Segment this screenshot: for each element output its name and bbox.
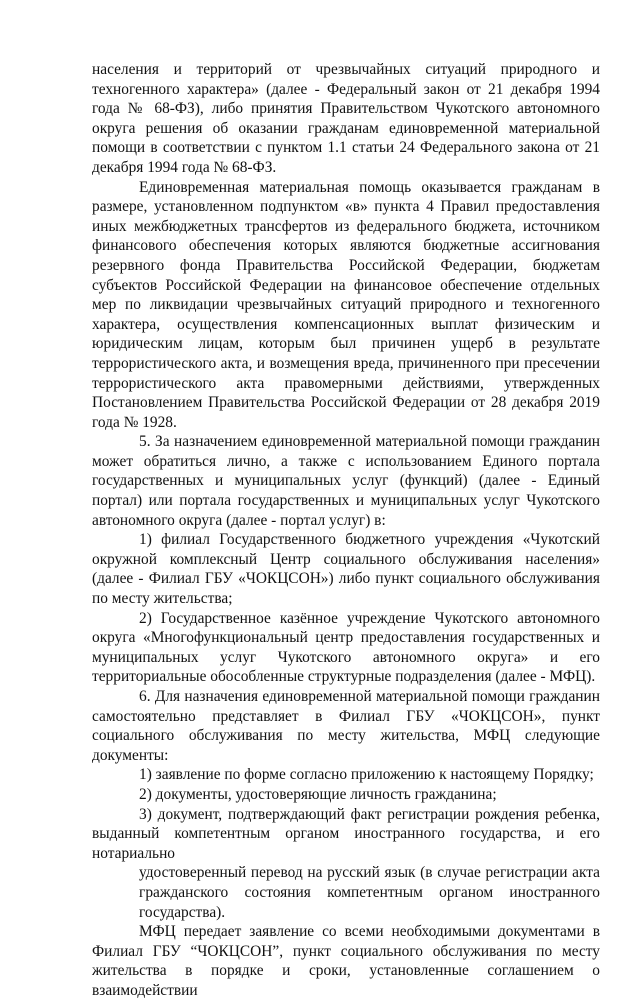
list-item-identity-documents: 2) документы, удостоверяющие личность гражданина; [139,785,497,803]
list-item-application: 1) заявление по форме согласно приложению к настоящему Порядку; [139,766,594,784]
paragraph-material-aid-amount: Единовременная материальная помощь оказывается гражданам в размере, установленном подпунктом «в» пункта 4 Правил предоставления иных межбюджетных трансфертов из федерального бюджета, источником финансового обеспечения которых являются бюджетные ассигнования резервного фонда Правительства Российской Федерации, бюджетам субъектов Российской Федерации на финансовое обеспечение отдельных мер по ликвидации чрезвычайных ситуаций природного и техногенного характера, осуществления компенсационных выплат физическим и юридическим лицам, которым был причинен ущерб в результате террористического акта, и возмещения вреда, причиненного при пресечении террористического акта правомерными действиями, утвержденных Постановлением Правительства Российской Федерации от 28 декабря 2019 года № 1928. [92,178,600,431]
list-item-mfc: 2) Государственное казённое учреждение Чукотского автономного округа «Многофункциональный центр предоставления государственных и муниципальных услуг Чукотского автономного округа» и его территориальные обособленные структурные подразделения (далее - МФЦ). [92,609,600,686]
paragraph-section-6: 6. Для назначения единовременной материальной помощи гражданин самостоятельно представляет в Филиал ГБУ «ЧОКЦСОН», пункт социального обслуживания по месту жительства, МФЦ следующие документы: [92,688,600,764]
paragraph-section-5: 5. За назначением единовременной материальной помощи гражданин может обратиться лично, а также с использованием Единого портала государственных и муниципальных услуг (функций) (далее - Единый портал) или портала государственных и муниципальных услуг Чукотского автономного округа (далее - портал услуг) в: [92,433,600,529]
list-item-branch-gbu: 1) филиал Государственного бюджетного учреждения «Чукотский окружной комплексный Центр социального обслуживания населения» (далее - Филиал ГБУ «ЧОКЦСОН») либо пункт социального обслуживания по месту жительства; [92,531,600,608]
paragraph-mfc-transfer: МФЦ передает заявление со всеми необходимыми документами в Филиал ГБУ “ЧОКЦСОН”, пункт социального обслуживания по месту жительства в порядке и сроки, установленные соглашением о взаимодействии [92,923,600,999]
list-item-birth-registration: 3) документ, подтверждающий факт регистрации рождения ребенка, выданный компетентным органом иностранного государства, и его нотариально [92,805,600,862]
paragraph-continuation: населения и территорий от чрезвычайных ситуаций природного и техногенного характера» (далее - Федеральный закон от 21 декабря 1994 года № 68-ФЗ), либо принятия Правительством Чукотского автономного округа решения об оказании гражданам единовременной материальной помощи в соответствии с пунктом 1.1 статьи 24 Федерального закона от 21 декабря 1994 года № 68-ФЗ. [92,61,600,176]
document-page [92,60,600,1001]
paragraph-notarized-translation: удостоверенный перевод на русский язык (в случае регистрации акта гражданского состояния компетентным органом иностранного государства). [139,864,600,921]
